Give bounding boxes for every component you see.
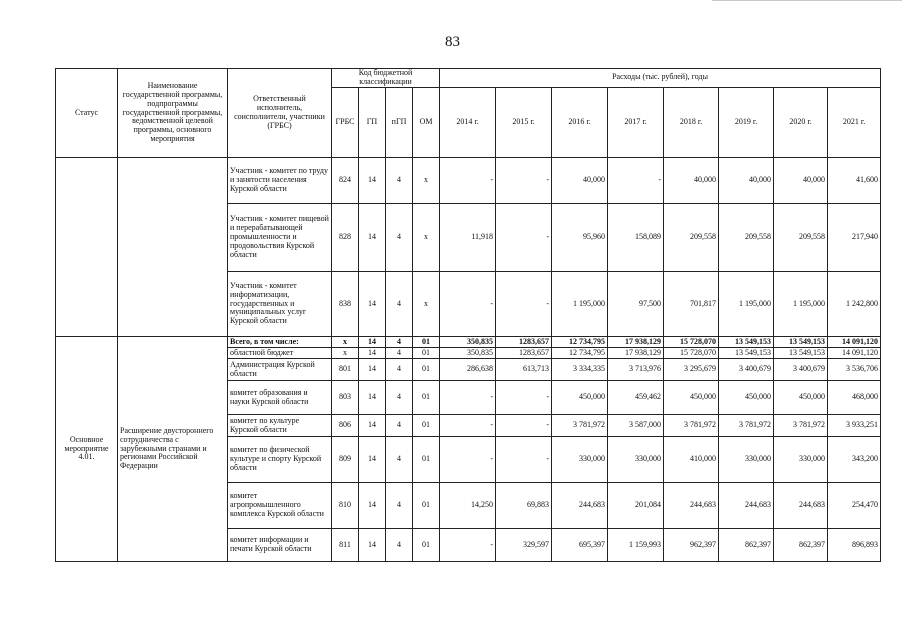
code-cell: 14 xyxy=(359,204,386,272)
status-cell: Основное мероприятие 4.01. xyxy=(56,337,118,562)
value-cell: 329,597 xyxy=(496,529,552,562)
value-cell: 17 938,129 xyxy=(608,348,664,359)
code-cell: 4 xyxy=(386,337,413,348)
code-cell: х xyxy=(413,204,440,272)
value-cell: - xyxy=(496,272,552,337)
header-year: 2020 г. xyxy=(774,87,828,157)
value-cell: 450,000 xyxy=(664,381,719,415)
code-cell: 4 xyxy=(386,415,413,437)
header-code-gp: ГП xyxy=(359,87,386,157)
value-cell: 3 587,000 xyxy=(608,415,664,437)
value-cell: 69,883 xyxy=(496,483,552,529)
code-cell: 828 xyxy=(332,204,359,272)
code-cell: 14 xyxy=(359,529,386,562)
header-year: 2018 г. xyxy=(664,87,719,157)
code-cell: 4 xyxy=(386,158,413,204)
value-cell: 286,638 xyxy=(440,359,496,381)
value-cell: 15 728,070 xyxy=(664,348,719,359)
value-cell: - xyxy=(440,272,496,337)
value-cell: - xyxy=(440,158,496,204)
value-cell: 3 536,706 xyxy=(828,359,881,381)
value-cell: 962,397 xyxy=(664,529,719,562)
code-cell: 806 xyxy=(332,415,359,437)
header-year: 2016 г. xyxy=(552,87,608,157)
value-cell: 1 242,800 xyxy=(828,272,881,337)
code-cell: 01 xyxy=(413,415,440,437)
value-cell: 254,470 xyxy=(828,483,881,529)
value-cell: 613,713 xyxy=(496,359,552,381)
value-cell: 3 400,679 xyxy=(719,359,774,381)
value-cell: 410,000 xyxy=(664,437,719,483)
code-cell: 4 xyxy=(386,348,413,359)
value-cell: 13 549,153 xyxy=(719,337,774,348)
value-cell: 1 195,000 xyxy=(719,272,774,337)
value-cell: 40,000 xyxy=(719,158,774,204)
budget-table xyxy=(55,68,881,562)
value-cell: 450,000 xyxy=(774,381,828,415)
table-row xyxy=(56,158,881,204)
header-budget-code: Код бюджетной классификации xyxy=(332,69,440,88)
value-cell: 14 091,120 xyxy=(828,337,881,348)
value-cell: 1 159,993 xyxy=(608,529,664,562)
executor-cell: областной бюджет xyxy=(228,348,332,359)
value-cell: 450,000 xyxy=(719,381,774,415)
code-cell: 4 xyxy=(386,529,413,562)
value-cell: 695,397 xyxy=(552,529,608,562)
value-cell: 15 728,070 xyxy=(664,337,719,348)
value-cell: 244,683 xyxy=(664,483,719,529)
code-cell: 14 xyxy=(359,158,386,204)
header-executor: Ответственный исполнитель, соисполнители, участники (ГРБС) xyxy=(228,69,332,158)
header-year: 2017 г. xyxy=(608,87,664,157)
header-year: 2019 г. xyxy=(719,87,774,157)
code-cell: 14 xyxy=(359,272,386,337)
code-cell: х xyxy=(332,337,359,348)
code-cell: 4 xyxy=(386,359,413,381)
value-cell: - xyxy=(440,415,496,437)
value-cell: 158,089 xyxy=(608,204,664,272)
value-cell: 330,000 xyxy=(552,437,608,483)
value-cell: 1 195,000 xyxy=(774,272,828,337)
value-cell: 40,000 xyxy=(774,158,828,204)
value-cell: 3 400,679 xyxy=(774,359,828,381)
value-cell: 95,960 xyxy=(552,204,608,272)
value-cell: 459,462 xyxy=(608,381,664,415)
value-cell: 14,250 xyxy=(440,483,496,529)
executor-cell: комитет агропромышленного комплекса Курской области xyxy=(228,483,332,529)
header-code-om: ОМ xyxy=(413,87,440,157)
code-cell: 4 xyxy=(386,437,413,483)
value-cell: - xyxy=(496,415,552,437)
value-cell: - xyxy=(496,204,552,272)
value-cell: 350,835 xyxy=(440,348,496,359)
executor-cell: Участник - комитет по труду и занятости населения Курской области xyxy=(228,158,332,204)
executor-cell: комитет по физической культуре и спорту Курской области xyxy=(228,437,332,483)
code-cell: х xyxy=(413,158,440,204)
code-cell: 01 xyxy=(413,437,440,483)
header-year: 2014 г. xyxy=(440,87,496,157)
value-cell: 217,940 xyxy=(828,204,881,272)
executor-cell: комитет образования и науки Курской области xyxy=(228,381,332,415)
value-cell: 244,683 xyxy=(719,483,774,529)
value-cell: 244,683 xyxy=(552,483,608,529)
value-cell: 209,558 xyxy=(774,204,828,272)
value-cell: 40,000 xyxy=(552,158,608,204)
status-cell-empty xyxy=(56,158,118,337)
value-cell: 3 295,679 xyxy=(664,359,719,381)
header-status: Статус xyxy=(56,69,118,158)
executor-cell: Администрация Курской области xyxy=(228,359,332,381)
value-cell: 12 734,795 xyxy=(552,337,608,348)
value-cell: 468,000 xyxy=(828,381,881,415)
code-cell: 810 xyxy=(332,483,359,529)
value-cell: 40,000 xyxy=(664,158,719,204)
value-cell: 350,835 xyxy=(440,337,496,348)
code-cell: 14 xyxy=(359,348,386,359)
code-cell: 838 xyxy=(332,272,359,337)
header-expenses: Расходы (тыс. рублей), годы xyxy=(440,69,881,88)
header-code-grbs: ГРБС xyxy=(332,87,359,157)
program-cell: Расширение двустороннего сотрудничества с зарубежными странами и регионами Российской Федерации xyxy=(118,337,228,562)
code-cell: 801 xyxy=(332,359,359,381)
code-cell: 14 xyxy=(359,359,386,381)
value-cell: 862,397 xyxy=(719,529,774,562)
code-cell: х xyxy=(413,272,440,337)
value-cell: 244,683 xyxy=(774,483,828,529)
value-cell: - xyxy=(608,158,664,204)
value-cell: 896,893 xyxy=(828,529,881,562)
value-cell: 209,558 xyxy=(719,204,774,272)
code-cell: 01 xyxy=(413,529,440,562)
code-cell: 4 xyxy=(386,204,413,272)
value-cell: - xyxy=(496,381,552,415)
value-cell: 450,000 xyxy=(552,381,608,415)
code-cell: 4 xyxy=(386,381,413,415)
code-cell: х xyxy=(332,348,359,359)
code-cell: 01 xyxy=(413,359,440,381)
code-cell: 14 xyxy=(359,381,386,415)
value-cell: - xyxy=(440,529,496,562)
value-cell: 13 549,153 xyxy=(719,348,774,359)
value-cell: 3 933,251 xyxy=(828,415,881,437)
value-cell: - xyxy=(440,437,496,483)
header-code-pgp: пГП xyxy=(386,87,413,157)
value-cell: 1283,657 xyxy=(496,348,552,359)
value-cell: 13 549,153 xyxy=(774,348,828,359)
code-cell: 01 xyxy=(413,381,440,415)
value-cell: 3 781,972 xyxy=(552,415,608,437)
code-cell: 803 xyxy=(332,381,359,415)
value-cell: 343,200 xyxy=(828,437,881,483)
header-name: Наименование государственной программы, подпрограммы государственной программы, ведомственной целевой программы, основного мероприятия xyxy=(118,69,228,158)
value-cell: 97,500 xyxy=(608,272,664,337)
value-cell: - xyxy=(496,158,552,204)
header-year: 2015 г. xyxy=(496,87,552,157)
value-cell: 3 334,335 xyxy=(552,359,608,381)
value-cell: 11,918 xyxy=(440,204,496,272)
code-cell: 809 xyxy=(332,437,359,483)
code-cell: 824 xyxy=(332,158,359,204)
value-cell: 3 781,972 xyxy=(719,415,774,437)
code-cell: 14 xyxy=(359,483,386,529)
header-year: 2021 г. xyxy=(828,87,881,157)
code-cell: 14 xyxy=(359,415,386,437)
top-rule xyxy=(712,0,902,1)
executor-cell: Всего, в том числе: xyxy=(228,337,332,348)
executor-cell: Участник - комитет информатизации, государственных и муниципальных услуг Курской области xyxy=(228,272,332,337)
value-cell: 201,084 xyxy=(608,483,664,529)
value-cell: 330,000 xyxy=(774,437,828,483)
executor-cell: комитет по культуре Курской области xyxy=(228,415,332,437)
executor-cell: Участник - комитет пищевой и перерабатывающей промышленности и продовольствия Курской области xyxy=(228,204,332,272)
value-cell: 701,817 xyxy=(664,272,719,337)
code-cell: 01 xyxy=(413,337,440,348)
value-cell: 1283,657 xyxy=(496,337,552,348)
value-cell: 3 781,972 xyxy=(774,415,828,437)
code-cell: 14 xyxy=(359,337,386,348)
value-cell: 14 091,120 xyxy=(828,348,881,359)
code-cell: 4 xyxy=(386,272,413,337)
value-cell: 862,397 xyxy=(774,529,828,562)
value-cell: 12 734,795 xyxy=(552,348,608,359)
program-cell-empty xyxy=(118,158,228,337)
code-cell: 14 xyxy=(359,437,386,483)
value-cell: 17 938,129 xyxy=(608,337,664,348)
value-cell: 330,000 xyxy=(608,437,664,483)
value-cell: 3 781,972 xyxy=(664,415,719,437)
value-cell: - xyxy=(440,381,496,415)
value-cell: 330,000 xyxy=(719,437,774,483)
code-cell: 4 xyxy=(386,483,413,529)
value-cell: 209,558 xyxy=(664,204,719,272)
value-cell: 41,600 xyxy=(828,158,881,204)
value-cell: - xyxy=(496,437,552,483)
table-row-total xyxy=(56,337,881,348)
code-cell: 01 xyxy=(413,483,440,529)
value-cell: 1 195,000 xyxy=(552,272,608,337)
code-cell: 01 xyxy=(413,348,440,359)
code-cell: 811 xyxy=(332,529,359,562)
value-cell: 13 549,153 xyxy=(774,337,828,348)
page-number: 83 xyxy=(445,34,460,50)
executor-cell: комитет информации и печати Курской области xyxy=(228,529,332,562)
value-cell: 3 713,976 xyxy=(608,359,664,381)
